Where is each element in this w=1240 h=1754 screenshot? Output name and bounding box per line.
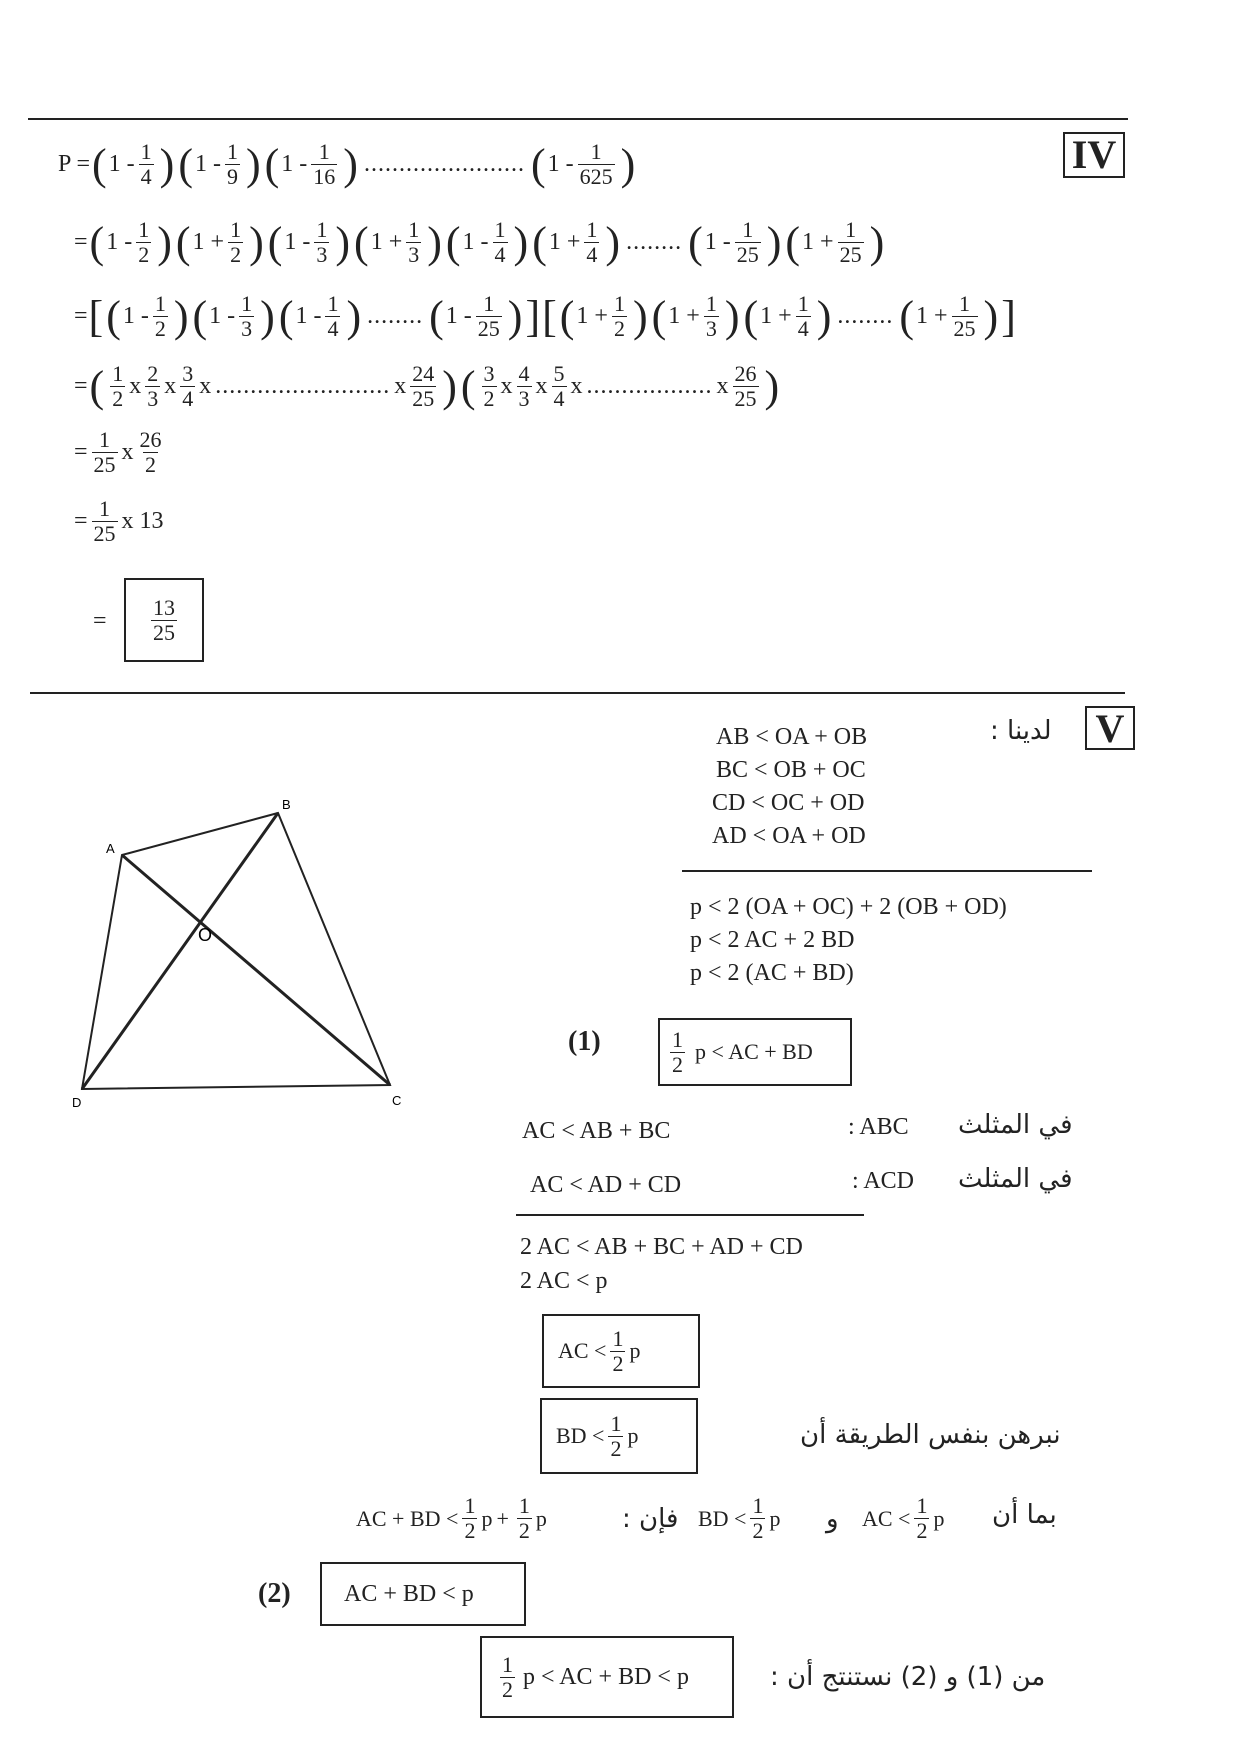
sum-rule [682,870,1092,872]
ineq-bc: BC < OB + OC [716,757,866,783]
and-label: و [826,1504,839,1534]
sum-line-2: p < 2 AC + 2 BD [690,927,855,953]
frac: $\frac{1}{9}$ [226,139,238,189]
box-bd-half-p: BD < $\frac{1}{2}$ p [540,1398,698,1474]
middle-rule [30,692,1125,694]
then-expr: AC + BD < $\frac{1}{2}$ p + $\frac{1}{2}$ p [356,1493,547,1543]
vertex-c: C [392,1093,402,1108]
ineq-cd: CD < OC + OD [712,790,865,816]
frac: $\frac{1}{625}$ [579,139,613,189]
eq-line-5: = $\frac{1}{25}$ x $\frac{26}{2}$ [74,427,162,477]
conclude-label: من (1) و (2) نستنتج أن : [770,1662,1046,1692]
vertex-a: A [106,841,115,856]
section-numeral-iv: IV [1063,132,1125,178]
frac: $\frac{1}{16}$ [313,139,336,189]
ineq-ad: AD < OA + OD [712,823,866,849]
since-ac: AC < $\frac{1}{2}$ p [862,1493,945,1543]
top-rule [28,118,1128,120]
final-box: $\frac{1}{2}$ p < AC + BD < p [480,1636,734,1718]
result-box-2: AC + BD < p [320,1562,526,1626]
sum-line-3: p < 2 (AC + BD) [690,960,854,986]
sum2-line-2: 2 AC < p [520,1268,608,1294]
same-way-label: نبرهن بنفس الطريقة أن [800,1420,1061,1450]
tri1-label: في المثلث [958,1110,1073,1140]
tag-1: (1) [568,1026,601,1057]
tag-2: (2) [258,1578,291,1609]
section-numeral-v: V [1085,706,1135,750]
result-box: $\frac{13}{25}$ [124,578,204,662]
lhs-p: P = [58,151,90,177]
eq-line-4: = ( $\frac{1}{2}$ x $\frac{2}{3}$ x $\frac{3}{4}$ x ......................... x $\frac{24}{25}$ ) ( $\frac{3}{2}$ x $\frac{4}{3}$ x $\frac{5}{4}$ x .................. x $\frac{26}{25}$ ) [74,361,780,411]
sum2-rule [516,1214,864,1216]
result-equals: = [93,608,107,634]
point-o: O [198,925,213,945]
then-label: فإن : [622,1504,679,1534]
eq-line-3: = [ ( 1 - $\frac{1}{2}$ ) ( 1 - $\frac{1}{3}$ ) ( 1 - $\frac{1}{4}$ ) ........ ( 1 - $\frac{1}{25}$ ) ] [ ( 1 + $\frac{1}{2}$ ) ( 1 + $\frac{1}{3}$ ) ( 1 + $\frac{1}{4}$ ) ........ ( 1 + $\frac{1}{25}$ ) ] [74,291,1016,341]
result-box-1: $\frac{1}{2}$ p < AC + BD [658,1018,852,1086]
since-label: بما أن [992,1500,1057,1530]
sum-line-1: p < 2 (OA + OC) + 2 (OB + OD) [690,894,1007,920]
frac: $\frac{1}{4}$ [140,139,152,189]
diagonal-ac [122,855,390,1085]
eq-line-6: = $\frac{1}{25}$ x 13 [74,496,164,546]
ineq-ab: AB < OA + OB [716,724,868,750]
tri2-ineq: AC < AD + CD [530,1172,682,1198]
tri1-name: : ABC [848,1114,909,1140]
sum2-line-1: 2 AC < AB + BC + AD + CD [520,1234,803,1260]
tri2-label: في المثلث [958,1164,1073,1194]
vertex-d: D [72,1095,82,1110]
box-ac-half-p: AC < $\frac{1}{2}$ p [542,1314,700,1388]
eq-line-1: P = ( 1 - $\frac{1}{4}$ ) ( 1 - $\frac{1}{9}$ ) ( 1 - $\frac{1}{16}$ ) ....................... ( 1 - $\frac{1}{625}$ ) [58,139,636,189]
eq-line-2: = ( 1 - $\frac{1}{2}$ ) ( 1 + $\frac{1}{2}$ ) ( 1 - $\frac{1}{3}$ ) ( 1 + $\frac{1}{3}$ ) ( 1 - $\frac{1}{4}$ ) ( 1 + $\frac{1}{4}$ ) ........ ( 1 - $\frac{1}{25}$ ) ( 1 + $\frac{1}{25}$ ) [74,217,885,267]
tri2-name: : ACD [852,1168,915,1194]
vertex-b: B [282,797,291,812]
quadrilateral-figure [60,795,420,1115]
tri1-ineq: AC < AB + BC [522,1118,671,1144]
since-bd: BD < $\frac{1}{2}$ p [698,1493,781,1543]
ladayna-label: لدينا : [990,716,1052,746]
